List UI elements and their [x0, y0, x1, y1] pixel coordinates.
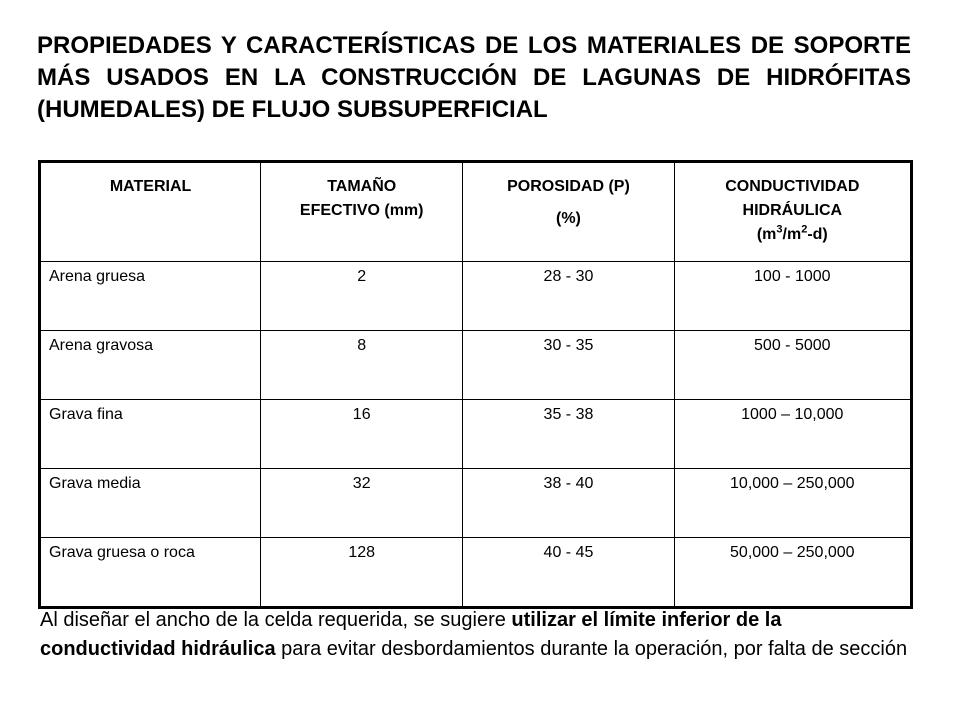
cell-material: Arena gravosa [40, 331, 261, 400]
header-porosidad-line2: (%) [556, 210, 581, 227]
cell-material: Arena gruesa [40, 262, 261, 331]
cell-material: Grava fina [40, 400, 261, 469]
cell-tamano: 16 [261, 400, 463, 469]
cell-porosidad: 40 - 45 [463, 538, 674, 608]
header-tamano [261, 162, 463, 262]
cell-tamano: 8 [261, 331, 463, 400]
materials-table-container [38, 160, 913, 580]
cell-tamano: 32 [261, 469, 463, 538]
note-emphasis: utilizar el límite inferior de la conductividad hidráulica [40, 609, 782, 660]
cell-porosidad: 35 - 38 [463, 400, 674, 469]
cell-tamano: 128 [261, 538, 463, 608]
cell-conductividad: 50,000 – 250,000 [674, 538, 911, 608]
header-conductividad-line2: HIDRÁULICA [742, 202, 843, 219]
header-conductividad-line1: CONDUCTIVIDAD [725, 178, 860, 195]
cell-conductividad: 100 - 1000 [674, 262, 911, 331]
header-tamano-line2: EFECTIVO (mm) [299, 202, 424, 219]
header-porosidad [463, 162, 674, 262]
table-row [40, 262, 912, 331]
cell-tamano: 2 [261, 262, 463, 331]
unit-exp2: 2 [801, 223, 808, 236]
cell-porosidad: 38 - 40 [463, 469, 674, 538]
table-row [40, 331, 912, 400]
unit-rest: -d) [807, 226, 828, 243]
note-text-end: para evitar desbordamientos durante la operación, por falta de sección [275, 638, 908, 660]
table-row [40, 469, 912, 538]
cell-conductividad: 500 - 5000 [674, 331, 911, 400]
cell-conductividad: 10,000 – 250,000 [674, 469, 911, 538]
header-material-label: MATERIAL [109, 178, 192, 195]
table-header-row [40, 162, 912, 262]
note-text-start: Al diseñar el ancho de la celda requerida, se sugiere [40, 609, 512, 631]
header-conductividad-unit [756, 223, 828, 243]
unit-m2: /m [782, 226, 802, 243]
cell-porosidad: 30 - 35 [463, 331, 674, 400]
unit-m1: (m [756, 226, 777, 243]
cell-porosidad: 28 - 30 [463, 262, 674, 331]
header-material [40, 162, 261, 262]
page-title: PROPIEDADES Y CARACTERÍSTICAS DE LOS MATERIALES DE SOPORTE MÁS USADOS EN LA CONSTRUCCIÓN DE LAGUNAS DE HIDRÓFITAS (HUMEDALES) DE FLUJO SUBSUPERFICIAL [37, 32, 911, 123]
cell-conductividad: 1000 – 10,000 [674, 400, 911, 469]
design-note [40, 606, 912, 664]
header-porosidad-line1: POROSIDAD (P) [507, 178, 630, 195]
header-tamano-line1: TAMAÑO [327, 178, 397, 195]
table-row [40, 400, 912, 469]
cell-material: Grava media [40, 469, 261, 538]
header-conductividad [674, 162, 911, 262]
table-row [40, 538, 912, 608]
materials-table [38, 160, 913, 609]
unit-exp1: 3 [776, 223, 783, 236]
cell-material: Grava gruesa o roca [40, 538, 261, 608]
